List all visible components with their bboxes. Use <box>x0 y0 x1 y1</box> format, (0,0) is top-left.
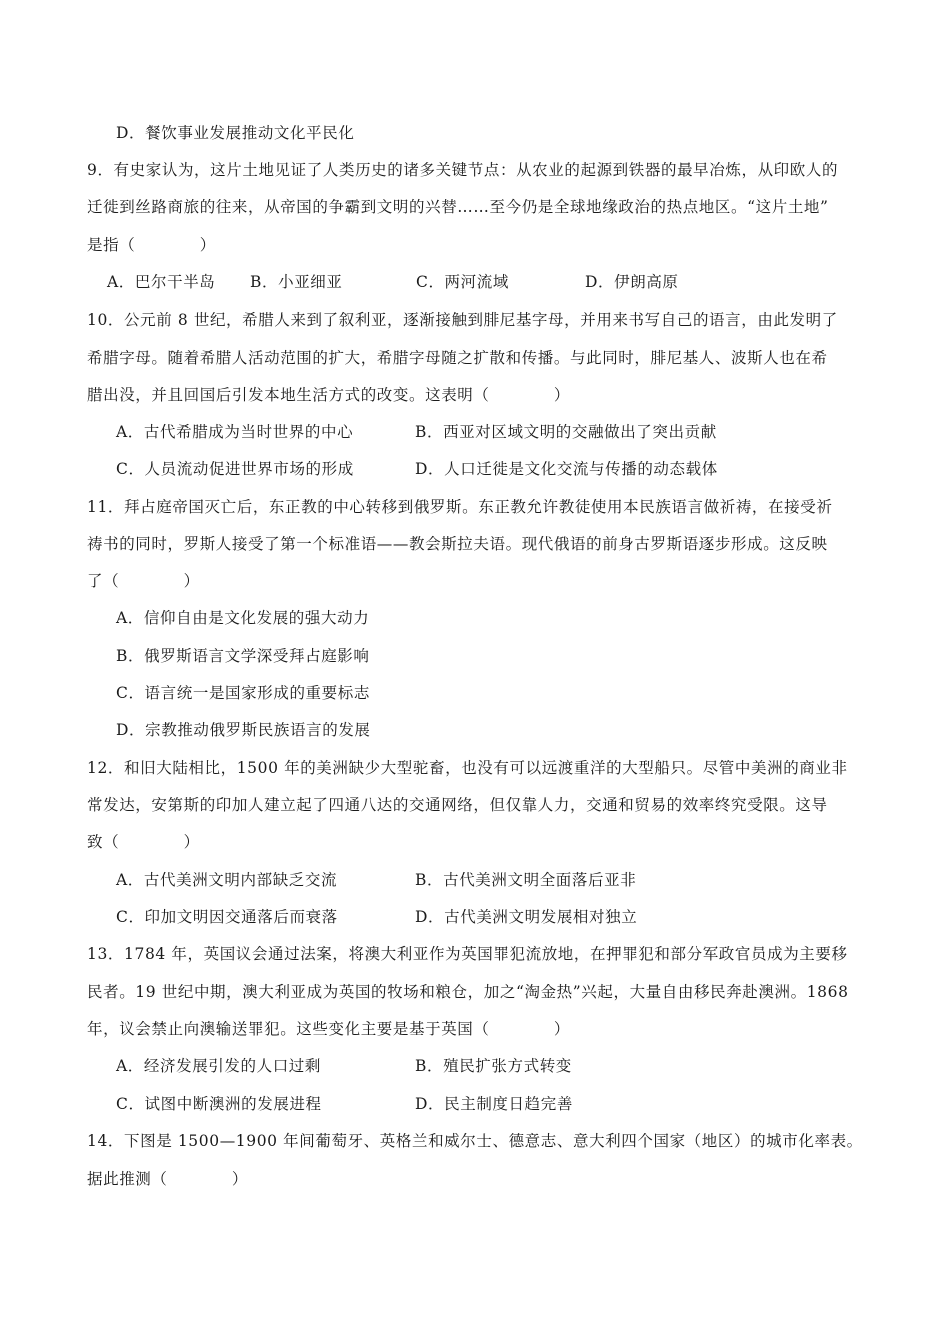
q12-option-c: C．印加文明因交通落后而衰落 <box>116 908 338 926</box>
q13-option-d: D．民主制度日趋完善 <box>415 1095 573 1113</box>
q10-option-c: C．人员流动促进世界市场的形成 <box>116 460 354 478</box>
q11-stem-line-3: 了（ ） <box>87 572 200 590</box>
q12-option-b: B．古代美洲文明全面落后亚非 <box>415 871 637 889</box>
q12-option-a: A．古代美洲文明内部缺乏交流 <box>116 871 338 889</box>
q13-option-c: C．试图中断澳洲的发展进程 <box>116 1095 322 1113</box>
q12-option-d: D．古代美洲文明发展相对独立 <box>415 908 638 926</box>
q11-option-c: C．语言统一是国家形成的重要标志 <box>116 684 370 702</box>
q10-option-d: D．人口迁徙是文化交流与传播的动态载体 <box>415 460 718 478</box>
q10-option-b: B．西亚对区域文明的交融做出了突出贡献 <box>415 423 717 441</box>
q10-stem-line-3: 腊出没，并且回国后引发本地生活方式的改变。这表明（ ） <box>87 386 571 404</box>
q8-option-d: D．餐饮事业发展推动文化平民化 <box>116 124 355 142</box>
q10-stem-line-1: 10．公元前 8 世纪，希腊人来到了叙利亚，逐渐接触到腓尼基字母，并用来书写自己的语言，由此发明了 <box>87 311 838 329</box>
q9-option-a: A．巴尔干半岛 <box>107 273 216 291</box>
q11-option-a: A．信仰自由是文化发展的强大动力 <box>116 609 370 627</box>
q13-option-a: A．经济发展引发的人口过剩 <box>116 1057 321 1075</box>
q11-option-d: D．宗教推动俄罗斯民族语言的发展 <box>116 721 371 739</box>
q13-stem-line-3: 年，议会禁止向澳输送罪犯。这些变化主要是基于英国（ ） <box>87 1020 571 1038</box>
q14-stem-line-2: 据此推测（ ） <box>87 1170 249 1188</box>
q10-option-a: A．古代希腊成为当时世界的中心 <box>116 423 354 441</box>
q13-option-b: B．殖民扩张方式转变 <box>415 1057 572 1075</box>
q9-stem-line-2: 迁徙到丝路商旅的往来，从帝国的争霸到文明的兴替……至今仍是全球地缘政治的热点地区。“这片土地” <box>87 198 829 216</box>
q13-stem-line-1: 13．1784 年，英国议会通过法案，将澳大利亚作为英国罪犯流放地，在押罪犯和部分军政官员成为主要移 <box>87 945 848 963</box>
q11-option-b: B．俄罗斯语言文学深受拜占庭影响 <box>116 647 370 665</box>
q12-stem-line-3: 致（ ） <box>87 833 200 851</box>
q9-option-b: B．小亚细亚 <box>250 273 343 291</box>
q11-stem-line-1: 11．拜占庭帝国灭亡后，东正教的中心转移到俄罗斯。东正教允许教徒使用本民族语言做祈祷，在接受祈 <box>87 498 833 516</box>
q13-stem-line-2: 民者。19 世纪中期，澳大利亚成为英国的牧场和粮仓，加之“淘金热”兴起，大量自由移民奔赴澳洲。1868 <box>87 983 849 1001</box>
q9-stem-line-3: 是指（ ） <box>87 236 216 254</box>
q9-option-c: C．两河流域 <box>416 273 509 291</box>
q12-stem-line-1: 12．和旧大陆相比，1500 年的美洲缺少大型驼畜，也没有可以远渡重洋的大型船只。尽管中美洲的商业非 <box>87 759 848 777</box>
q9-option-d: D．伊朗高原 <box>585 273 679 291</box>
q11-stem-line-2: 祷书的同时，罗斯人接受了第一个标准语——教会斯拉夫语。现代俄语的前身古罗斯语逐步形成。这反映 <box>87 535 828 553</box>
q14-stem-line-1: 14．下图是 1500—1900 年间葡萄牙、英格兰和威尔士、德意志、意大利四个国家（地区）的城市化率表。 <box>87 1132 863 1150</box>
q10-stem-line-2: 希腊字母。随着希腊人活动范围的扩大，希腊字母随之扩散和传播。与此同时，腓尼基人、波斯人也在希 <box>87 349 828 367</box>
q9-stem-line-1: 9．有史家认为，这片土地见证了人类历史的诸多关键节点：从农业的起源到铁器的最早冶炼，从印欧人的 <box>87 161 839 179</box>
q12-stem-line-2: 常发达，安第斯的印加人建立起了四通八达的交通网络，但仅靠人力，交通和贸易的效率终究受限。这导 <box>87 796 828 814</box>
